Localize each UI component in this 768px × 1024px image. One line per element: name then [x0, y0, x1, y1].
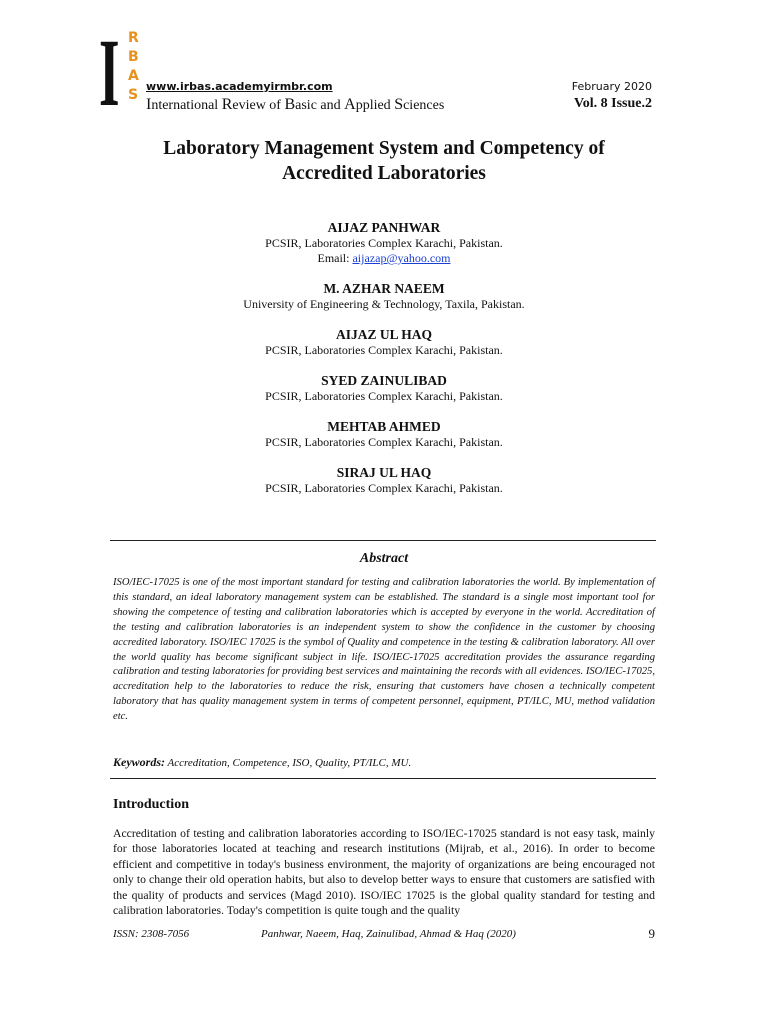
author-list	[110, 220, 658, 511]
abstract-top-rule	[110, 540, 656, 541]
author-block	[110, 327, 658, 358]
abstract-bottom-rule	[110, 778, 656, 779]
author-email-line	[110, 251, 658, 266]
journal-url-link[interactable]: www.irbas.academyirmbr.com	[146, 80, 333, 93]
journal-name-cap: B	[284, 96, 296, 113]
footer-issn: ISSN: 2308-7056	[113, 928, 190, 940]
issue-date: February 2020	[571, 80, 652, 93]
paper-title-line: Laboratory Management System and Competency of	[163, 138, 605, 159]
author-affiliation: University of Engineering & Technology, Taxila, Pakistan.	[243, 297, 525, 311]
author-name: AIJAZ UL HAQ	[335, 327, 433, 342]
author-affiliation: PCSIR, Laboratories Complex Karachi, Pakistan.	[265, 389, 503, 403]
logo-letter-r: R	[128, 30, 139, 46]
author-affiliation: PCSIR, Laboratories Complex Karachi, Pakistan.	[265, 236, 503, 250]
journal-name-rest: eview of	[232, 98, 285, 113]
journal-name-cap: A	[344, 96, 356, 113]
journal-name	[146, 96, 444, 114]
journal-name-cap: R	[221, 96, 233, 113]
author-name: MEHTAB AHMED	[327, 419, 441, 434]
introduction-heading: Introduction	[113, 797, 189, 812]
author-name: AIJAZ PANHWAR	[327, 220, 441, 235]
author-name: SIRAJ UL HAQ	[336, 465, 432, 480]
keywords-line	[113, 755, 655, 770]
page-number: 9	[648, 926, 655, 941]
author-block	[110, 373, 658, 404]
abstract-heading: Abstract	[359, 551, 409, 566]
author-affiliation: PCSIR, Laboratories Complex Karachi, Pakistan.	[265, 343, 503, 357]
journal-logo-i: I	[99, 19, 120, 126]
author-block	[110, 281, 658, 312]
logo-letter-a: A	[128, 68, 139, 84]
email-label: Email:	[317, 251, 353, 265]
journal-name-rest: asic and	[295, 98, 345, 113]
author-name: SYED ZAINULIBAD	[321, 373, 447, 388]
paper-title	[110, 136, 658, 186]
author-affiliation: PCSIR, Laboratories Complex Karachi, Pakistan.	[265, 481, 503, 495]
keywords-label: Keywords:	[113, 755, 165, 769]
author-email-link[interactable]: aijazap@yahoo.com	[352, 251, 451, 265]
introduction-text: Accreditation of testing and calibration laboratories according to ISO/IEC-17025 standard is not easy task, mainly for those laboratories located at teaching and research institutions (Mijrab, et al., 2016). In order to become efficient and competitive in today's business environment, the majority of organizations are being encouraged not only to change their old operation habits, but also to develop better ways to ensure that customers are satisfied with the quality of products and services (Magd 2010). ISO/IEC 17025 is the global quality standard for testing and calibration laboratories. Today's competition is quite tough and the quality	[113, 827, 655, 918]
journal-name-rest: pplied	[355, 98, 395, 113]
volume-issue: Vol. 8 Issue.2	[573, 96, 652, 111]
journal-name-cap: S	[394, 96, 404, 113]
journal-name-rest: nternational	[151, 98, 222, 113]
abstract-text: ISO/IEC-17025 is one of the most important standard for testing and calibration laboratories the world. By implementation of this standard, an ideal laboratory management system can be established. The standard is a single most important tool for showing the competence of testing and calibration laboratories which is accepted by everyone in the world. Accreditation of the testing and calibration laboratories is an independent system to show the confidence in the customer by choosing accredited laboratory. ISO/IEC 17025 is the symbol of Quality and competence in the testing & calibration laboratory. All over the world quality has become significant subject in life. ISO/IEC-17025 accreditation provides the assurance regarding calibration and testing laboratories for providing best services and maintaining the records with all evidences. ISO/IEC-17025, accreditation help to the laboratories to reduce the risk, ensuring that customers have chosen a technically competent laboratory that has quality management system in terms of competent personnel, equipment, PT/ILC, MU, method validation etc.	[113, 577, 655, 723]
author-block	[110, 220, 658, 266]
logo-letter-s: S	[128, 87, 139, 103]
footer-citation: Panhwar, Naeem, Haq, Zainulibad, Ahmad & Haq (2020)	[261, 928, 516, 940]
logo-letter-b: B	[128, 49, 139, 65]
journal-logo-letters	[128, 29, 139, 105]
paper-title-line: Accredited Laboratories	[282, 163, 486, 184]
author-affiliation: PCSIR, Laboratories Complex Karachi, Pakistan.	[265, 435, 503, 449]
author-block	[110, 465, 658, 496]
journal-name-rest: ciences	[403, 98, 445, 113]
journal-name-cap: I	[146, 96, 152, 113]
keywords-list: Accreditation, Competence, ISO, Quality, PT/ILC, MU.	[165, 757, 412, 769]
author-block	[110, 419, 658, 450]
author-name: M. AZHAR NAEEM	[323, 281, 445, 296]
